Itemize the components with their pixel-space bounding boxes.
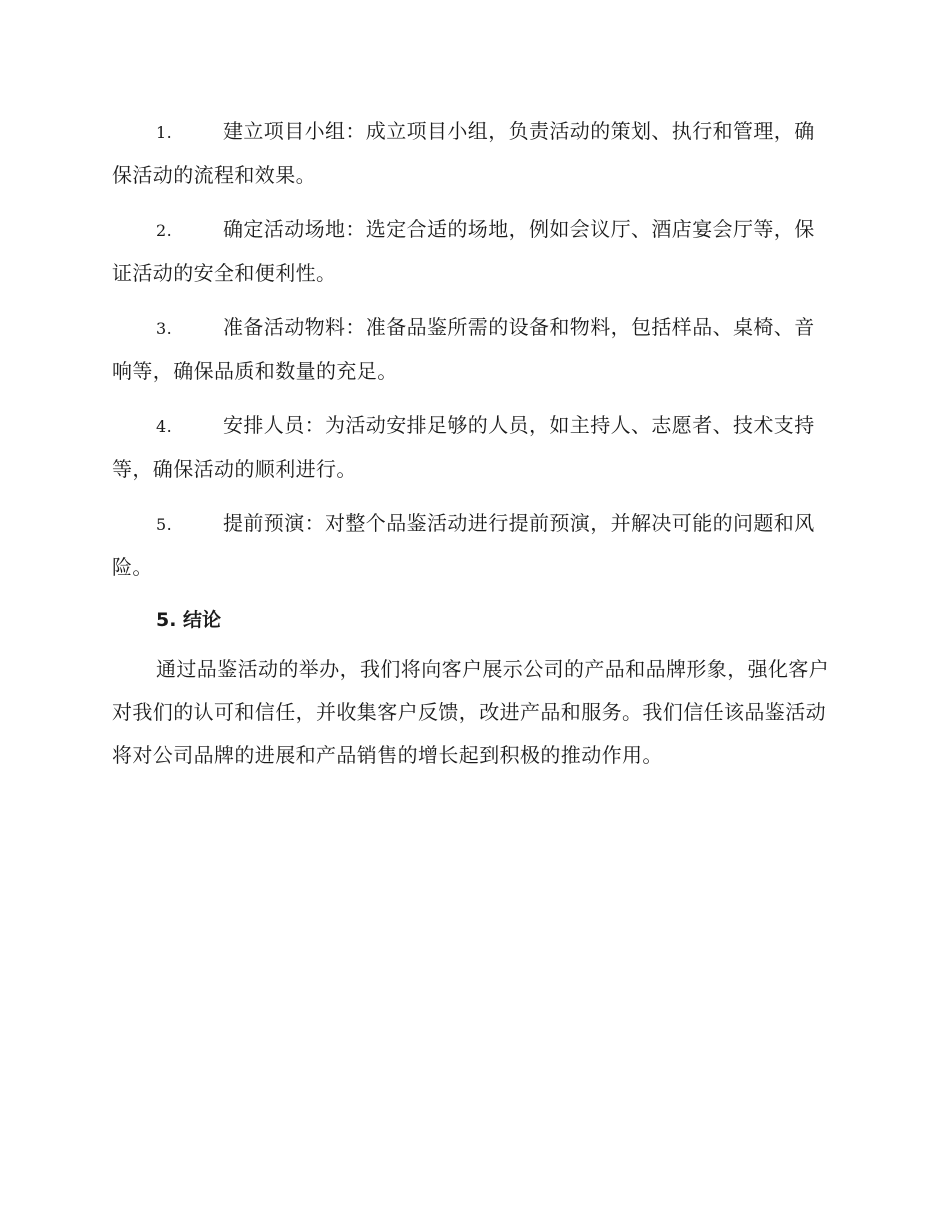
list-item-number: 1.	[156, 123, 173, 142]
list-item	[112, 306, 834, 393]
list-item-text: 确定活动场地：选定合适的场地，例如会议厅、酒店宴会厅等，保证活动的安全和便利性。	[112, 217, 815, 285]
list-item-number: 2.	[156, 221, 173, 240]
list-item-text: 准备活动物料：准备品鉴所需的设备和物料，包括样品、桌椅、音响等，确保品质和数量的充足。	[112, 315, 815, 383]
conclusion-heading: 5. 结论	[156, 609, 222, 631]
list-item-text: 安排人员：为活动安排足够的人员，如主持人、志愿者、技术支持等，确保活动的顺利进行。	[112, 413, 815, 481]
list-item	[112, 110, 834, 197]
list-item-number: 4.	[156, 417, 173, 436]
list-item-text: 建立项目小组：成立项目小组，负责活动的策划、执行和管理，确保活动的流程和效果。	[112, 119, 815, 187]
list-item-number: 5.	[156, 515, 173, 534]
list-item	[112, 502, 834, 589]
list-item	[112, 208, 834, 295]
list-item	[112, 404, 834, 491]
document-body	[112, 110, 834, 777]
list-item-number: 3.	[156, 319, 173, 338]
conclusion-paragraph: 通过品鉴活动的举办，我们将向客户展示公司的产品和品牌形象，强化客户对我们的认可和信任，并收集客户反馈，改进产品和服务。我们信任该品鉴活动将对公司品牌的进展和产品销售的增长起到积极的推动作用。	[112, 657, 830, 767]
list-item-text: 提前预演：对整个品鉴活动进行提前预演，并解决可能的问题和风险。	[112, 511, 815, 579]
